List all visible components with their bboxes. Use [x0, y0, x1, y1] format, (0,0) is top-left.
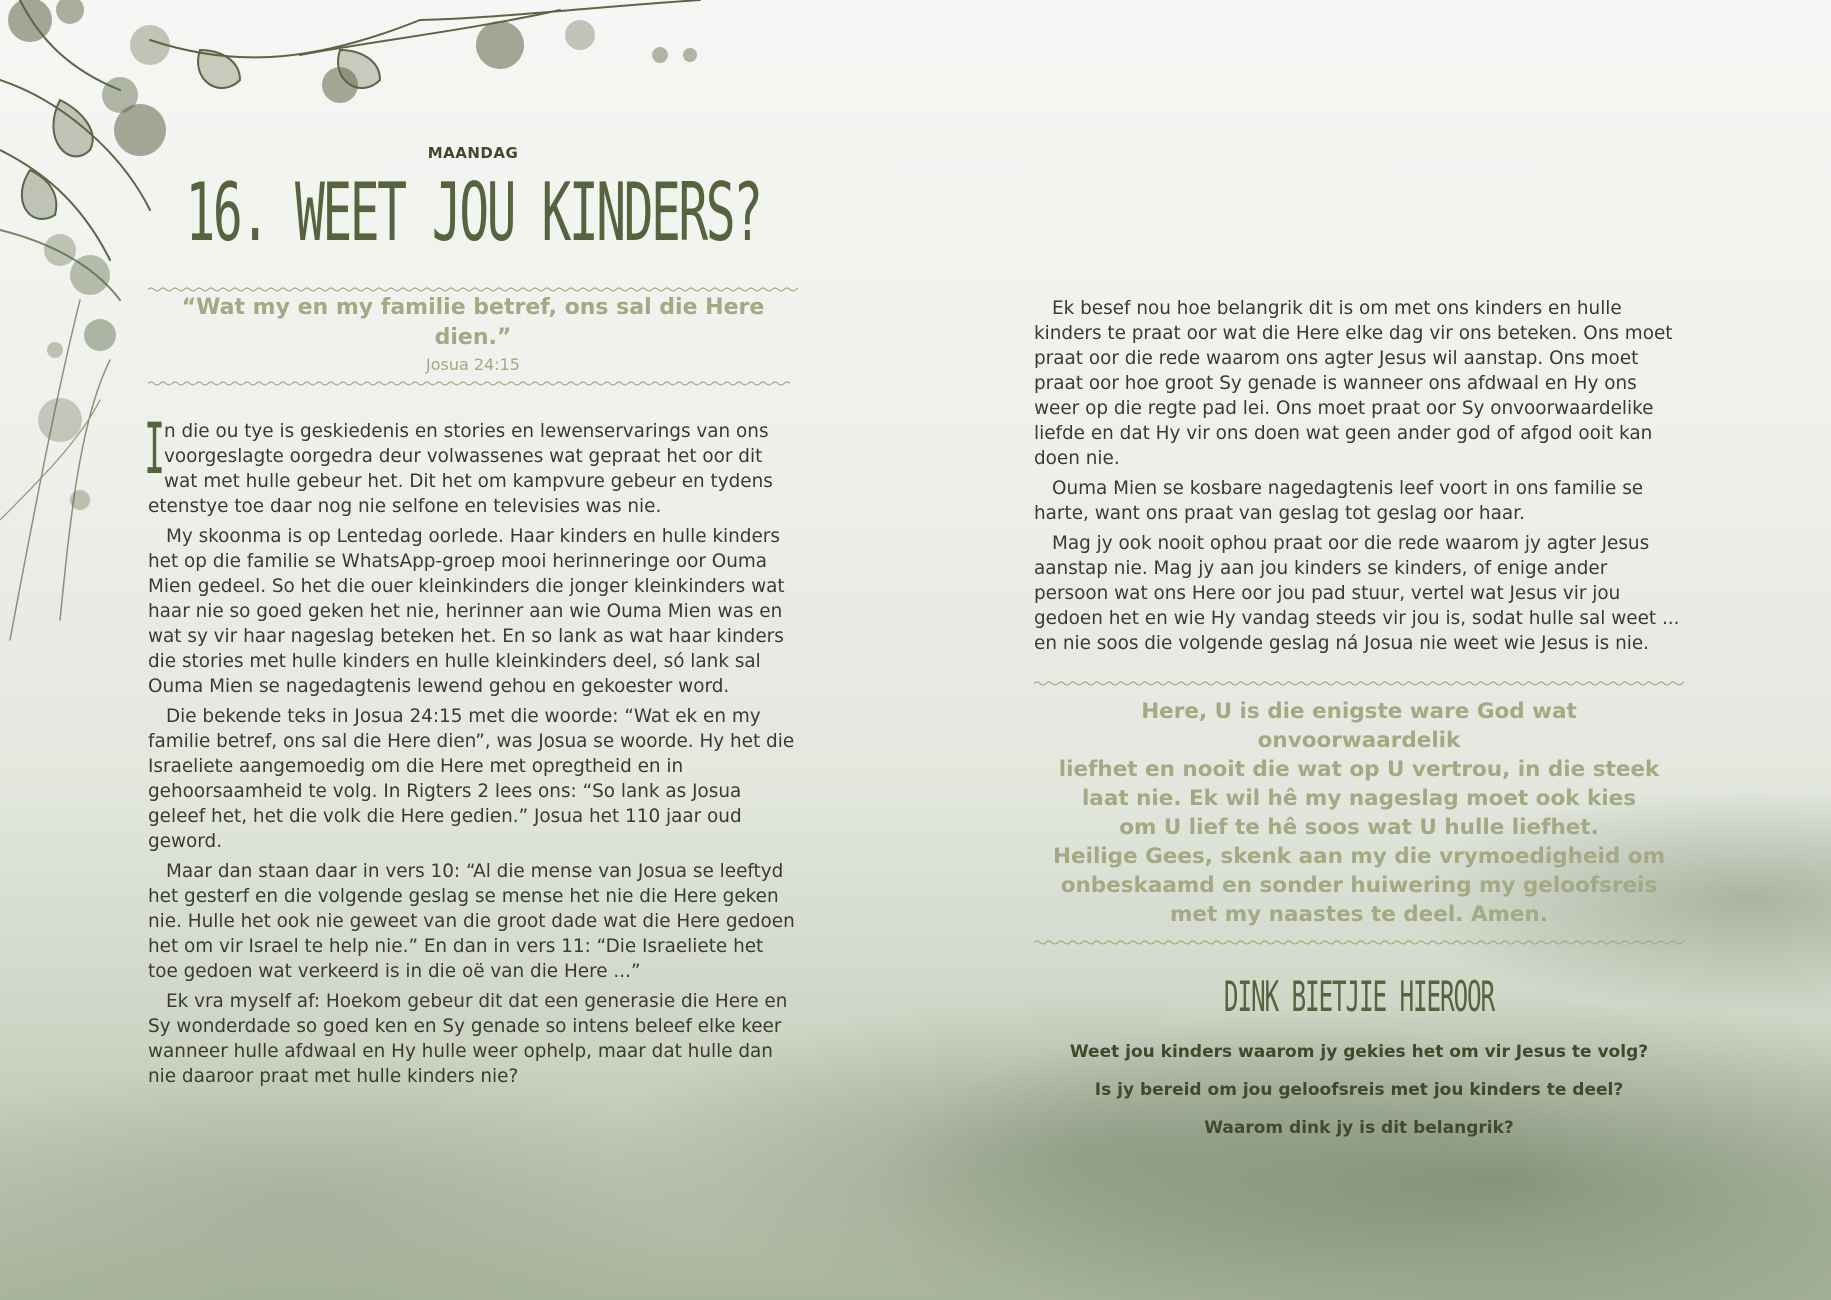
paragraph-5: Ek vra myself af: Hoekom gebeur dit dat een generasie die Here en Sy wonderdade so goed ken en Sy genade so intens beleef elke keer wanneer hulle afdwaal en Hy hulle weer ophelp, maar dat hulle dan nie daaroor praat met hulle kinders nie? — [148, 991, 788, 1087]
wavy-divider-top — [148, 286, 798, 293]
paragraph-2: My skoonma is op Lentedag oorlede. Haar kinders en hulle kinders het op die familie se WhatsApp-groep mooi herinneringe oor Ouma Mien gedeel. So het die ouer kleinkinders die jonger kleinkinders wat haar nie so goed geken het nie, herinner aan wie Ouma Mien was en wat sy vir haar nageslag beteken het. En so lank as wat haar kinders die stories met hulle kinders en hulle kleinkinders deel, só lank sal Ouma Mien se nagedagtenis lewend gehou en gekoester word. — [148, 526, 785, 697]
left-column — [144, 140, 798, 1094]
prayer-box — [1034, 680, 1684, 946]
page-title: 16. WEET JOU KINDERS? — [185, 166, 761, 259]
prayer-line: onbeskaamd en sonder huiwering my geloofsreis — [1060, 873, 1658, 898]
prayer-text — [1034, 687, 1684, 939]
paragraph-1 — [144, 408, 798, 519]
prayer-divider-bottom — [1034, 939, 1684, 946]
reflection-question: Is jy bereid om jou geloofsreis met jou kinders te deel? — [1094, 1080, 1624, 1100]
prayer-line: om U lief te hê soos wat U hulle liefhet. — [1119, 815, 1599, 840]
wavy-divider-bottom — [148, 380, 798, 387]
prayer-line: Heilige Gees, skenk aan my die vrymoedigheid om — [1053, 844, 1665, 869]
reflection-question: Weet jou kinders waarom jy gekies het om vir Jesus te volg? — [1069, 1042, 1649, 1062]
reflection-question: Waarom dink jy is dit belangrik? — [1204, 1118, 1514, 1138]
day-label: MAANDAG — [427, 144, 519, 162]
paragraph-3: Die bekende teks in Josua 24:15 met die woorde: “Wat ek en my familie betref, ons sal die Here dien”, was Josua se woorde. Hy het die Israeliete aangemoedig om die Here met opregtheid en in gehoorsaamheid te volg. In Rigters 2 lees ons: “So lank as Josua geleef het, het die volk die Here gedien.” Josua het 110 jaar oud geword. — [148, 706, 795, 852]
reflection-title: DINK BIETJIE HIEROOR — [1223, 972, 1495, 1021]
drop-cap: I — [144, 408, 166, 490]
prayer-line: liefhet en nooit die wat op U vertrou, in die steek — [1058, 757, 1660, 782]
prayer-line: Here, U is die enigste ware God wat onvoorwaardelik — [1141, 699, 1577, 753]
paragraph-6: Ek besef nou hoe belangrik dit is om met ons kinders en hulle kinders te praat oor wat die Here elke dag vir ons beteken. Ons moet praat oor die rede waarom ons agter Jesus wil aanstap. Ons moet praat oor hoe groot Sy genade is wanneer ons afdwaal en Hy ons weer op die regte pad lei. Ons moet praat oor Sy onvoorwaardelike liefde en dat Hy vir ons doen wat geen ander god of afgod ooit kan doen nie. — [1034, 298, 1673, 469]
prayer-line: met my naastes te deel. Amen. — [1170, 902, 1548, 927]
prayer-divider-top — [1034, 680, 1684, 687]
verse-text: “Wat my en my familie betref, ons sal die Here dien.” — [181, 295, 765, 350]
right-body-text — [1034, 296, 1684, 656]
paragraph-1-text: n die ou tye is geskiedenis en stories en lewenservarings van ons voorgeslagte oorgedra deur volwassenes wat gepraat het oor dit wat met hulle gebeur het. Dit het om kampvure gebeur en tydens etenstye toe daar nog nie selfone en televisies was nie. — [148, 421, 773, 517]
verse-reference: Josua 24:15 — [426, 355, 520, 374]
paragraph-4: Maar dan staan daar in vers 10: “Al die mense van Josua se leeftyd het gesterf en die volgende geslag se mense het nie die Here geken nie. Hulle het ook nie geweet van die groot dade wat die Here gedoen het om vir Israel te help nie.” En dan in vers 11: “Die Israeliete het toe gedoen wat verkeerd is in die oë van die Here ...” — [148, 861, 795, 982]
left-body-text — [144, 408, 798, 1089]
paragraph-8: Mag jy ook nooit ophou praat oor die rede waarom jy agter Jesus aanstap nie. Mag jy aan jou kinders se kinders, of enige ander persoon wat ons Here oor jou pad stuur, vertel wat Jesus vir jou gedoen het en wie Hy vandag steeds vir jou is, sodat hulle sal weet ... en nie soos die volgende geslag ná Josua nie weet wie Jesus is nie. — [1034, 533, 1680, 654]
scripture-verse-box — [148, 278, 798, 393]
prayer-line: laat nie. Ek wil hê my nageslag moet ook kies — [1081, 786, 1637, 811]
right-column — [1034, 296, 1684, 1154]
paragraph-7: Ouma Mien se kosbare nagedagtenis leef voort in ons familie se harte, want ons praat van geslag tot geslag oor haar. — [1034, 478, 1644, 524]
